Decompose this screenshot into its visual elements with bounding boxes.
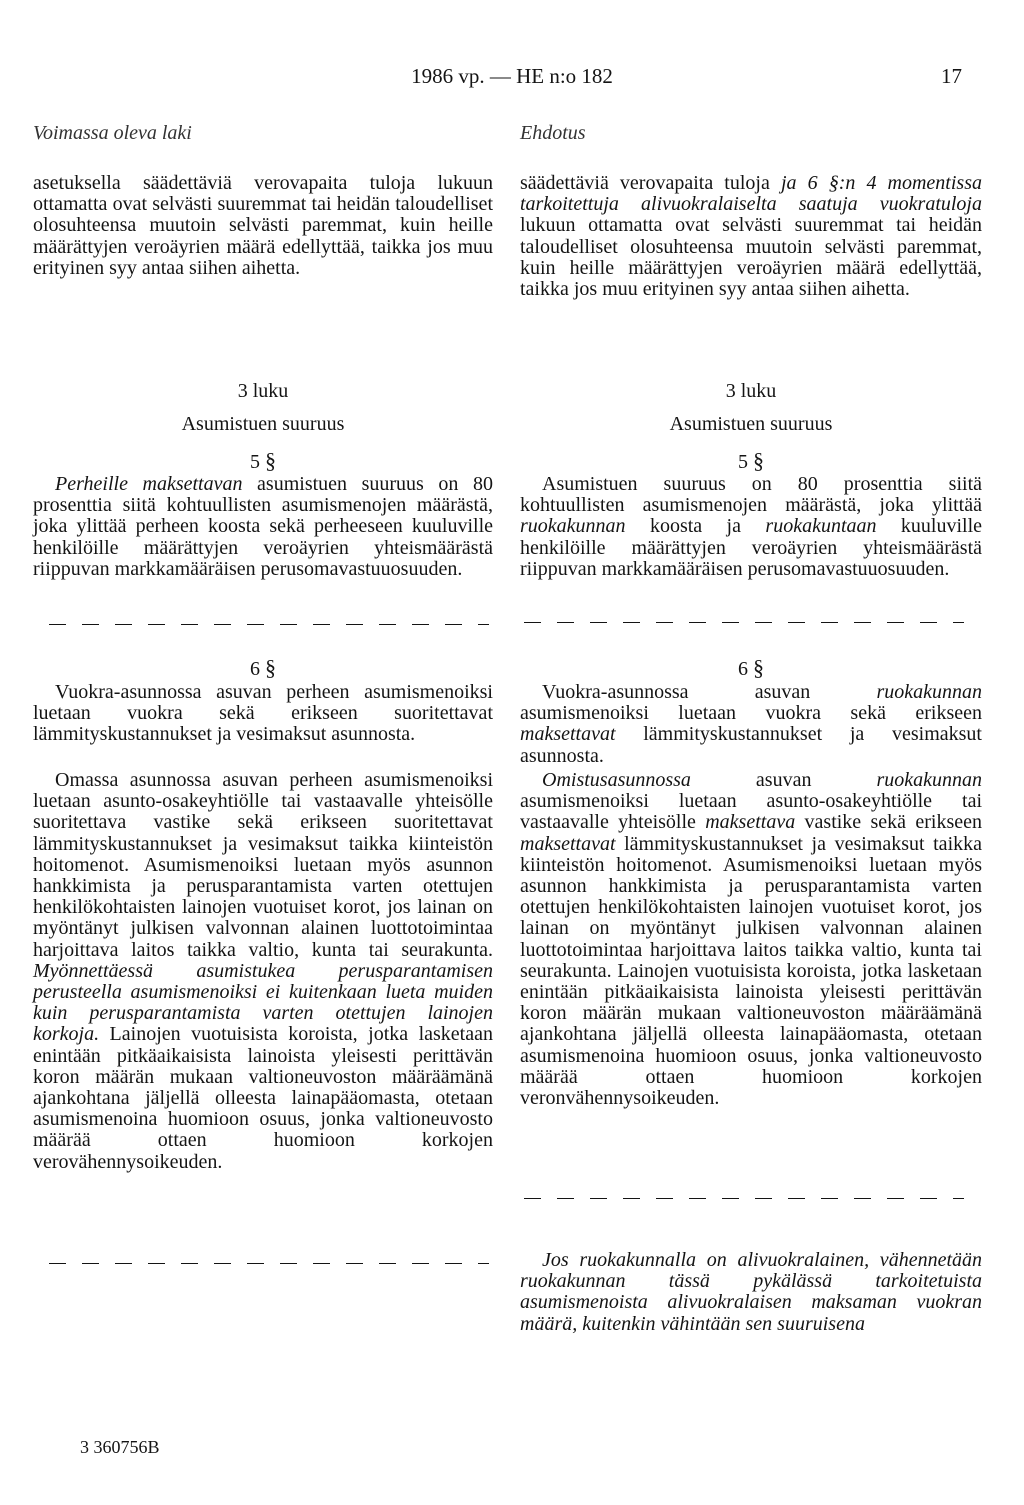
right-section-6-para-2 [520, 770, 982, 1109]
left-section-5-heading [33, 449, 493, 474]
left-section-6-para-1: Vuokra-asunnossa asuvan perheen asumismenoiksi luetaan vuokra sekä erikseen suoritettavat lämmityskustannukset ja vesimaksut asunnosta. [33, 681, 493, 746]
left-s5-italic: Perheille maksettavan [55, 473, 243, 495]
right-s6-p2-i2: ruokakunnan [876, 769, 982, 791]
right-new-paragraph: Jos ruokakunnalla on alivuokralainen, vähennetään ruokakunnan tässä pykälässä tarkoitetuista asumismenoista alivuokralaisen maksaman vuokran määrä, kuitenkin vähintään sen suuruisena [520, 1249, 982, 1335]
left-section-5-text [33, 474, 493, 580]
right-s6-p2-d: lämmityskustannukset ja vesimaksut taikka kiinteistön hoitomenot. Asumismenoiksi luetaan myös asunnon hankkimista ja perusparantamista varten otettujen henkilökohtaisten lainojen vuotuiset korot, jos lainan on myöntänyt julkisen valvonnan alainen luottotoimintaa harjoittava laitos taikka valtio, kunta tai seurakunta. Lainojen vuotuisista koroista, jotka lasketaan enintään pitkäaikaisista lainoista yleisesti perittävän koron määrän mukaan valtioneuvoston määräämänä ajankohtana jäljellä olleesta lainapääomasta, otetaan asumismenoina huomioon osuus, jonka valtioneuvosto määrää ottaen huomioon korkojen veronvähennysoikeuden. [520, 832, 982, 1110]
left-section-6-heading [33, 656, 493, 681]
left-section-6-para-2 [33, 770, 493, 1173]
left-s6-p2-body: Omassa asunnossa asuvan perheen asumismenoiksi luetaan asunto-osakeyhtiölle tai vastaavalle yhteisölle suoritettava vastike sekä erikseen suoritettavat lämmityskustannukset ja vesimaksut taikka kiinteistön hoitomenot. Asumismenoiksi luetaan myös asunnon hankkimista ja perusparantamista varten otettujen henkilökohtaisten lainojen vuotuiset korot, jos lainan on myöntänyt julkisen valvonnan alainen luottotoimintaa harjoittava laitos taikka valtio, kunta tai seurakunta. [33, 769, 493, 961]
right-intro-b: lukuun ottamatta ovat selvästi suuremmat tai heidän taloudelliset olosuhteensa muutoin selvästi paremmat, kuin heille määrättyjen veroäyrien määrä edellyttää, taikka jos muu erityinen syy antaa siihen aihetta. [520, 214, 982, 301]
left-section-6-number: 6 [250, 658, 260, 680]
right-section-5-number: 5 [738, 451, 748, 473]
left-section-5-number: 5 [250, 451, 260, 473]
right-chapter-title: Asumistuen suuruus [669, 413, 833, 435]
right-section-5-heading [520, 449, 982, 474]
left-omission-divider-2 [49, 1263, 489, 1264]
section-sign-icon: § [265, 448, 276, 473]
right-s5-a: Asumistuen suuruus on 80 prosenttia siitä kohtuullisten asumismenojen määrästä, joka ylittää [520, 473, 982, 517]
section-sign-icon: § [265, 655, 276, 680]
right-s6-p2-i1: Omistusasunnossa [542, 769, 691, 791]
right-intro-text [520, 173, 982, 300]
right-intro-a: säädettäviä verovapaita tuloja [520, 172, 781, 194]
right-s5-b: koosta ja [625, 515, 766, 538]
right-column [520, 0, 982, 1505]
right-section-5-text [520, 474, 982, 580]
right-omission-divider-2 [524, 1198, 964, 1199]
document-code: 3 360756B [80, 1437, 160, 1457]
left-s6-p2-italic: Myönnettäessä asumistukea perusparantamisen perusteella asumismenoiksi ei kuitenkaan lueta muiden kuin perusparantamista varten otettujen lainojen korkoja. [33, 959, 493, 1046]
right-s6-p1-i2: maksettavat [520, 723, 616, 746]
right-omission-divider-1 [524, 622, 964, 623]
right-chapter: 3 luku [725, 380, 777, 402]
right-s6-p2-b: asumismenoiksi luetaan asunto-osakeyhtiölle tai vastaavalle yhteisölle [520, 790, 982, 834]
right-s5-i2: ruokakuntaan [765, 515, 877, 538]
right-s6-p1-b: asumismenoiksi luetaan vuokra sekä erikseen [520, 702, 982, 725]
page-header: 1986 vp. — HE n:o 182 [411, 64, 613, 88]
right-section-6-number: 6 [738, 658, 748, 680]
right-s6-p1-c: lämmityskustannukset ja vesimaksut asunnosta. [520, 723, 982, 767]
right-section-6-heading [520, 656, 982, 681]
section-sign-icon: § [753, 655, 764, 680]
left-omission-divider-1 [49, 624, 489, 625]
left-chapter-title: Asumistuen suuruus [181, 413, 345, 435]
right-s6-p1-i1: ruokakunnan [876, 681, 982, 703]
right-s6-p2-a: asuvan [690, 769, 877, 791]
right-s6-p2-c: vastike sekä erikseen [795, 811, 982, 834]
right-s6-p2-i3: maksettava [705, 811, 796, 834]
right-s5-i1: ruokakunnan [520, 515, 626, 538]
left-column [33, 0, 495, 1505]
right-s5-c: kuuluville henkilöille määrättyjen veroäyrien yhteismäärästä riippuvan markkamääräisen perusomavastuuosuuden. [520, 515, 983, 580]
right-intro-italic: ja 6 §:n 4 momentissa tarkoitettuja alivuokralaiselta saatuja vuokratuloja [520, 172, 982, 216]
left-s6-p2-tail: Lainojen vuotuisista koroista, jotka lasketaan enintään pitkäaikaisista lainoista yleisesti perittävän koron määrän mukaan valtioneuvoston määräämänä ajankohtana jäljellä olleesta lainapääomasta, otetaan asumismenoina huomioon osuus, jonka valtioneuvosto määrää ottaen huomioon korkojen verovähennysoikeuden. [33, 1023, 493, 1173]
right-s6-p1-a: Vuokra-asunnossa asuvan [542, 681, 877, 703]
right-column-heading: Ehdotus [520, 122, 586, 144]
section-sign-icon: § [753, 448, 764, 473]
left-s5-body: asumistuen suuruus on 80 prosenttia siitä kohtuullisten asumismenojen määrästä, joka ylittää perheen koosta sekä perheeseen kuuluville henkilöille määrättyjen veroäyrien yhteismäärästä riippuvan markkamääräisen perusomavastuuosuuden. [33, 473, 493, 580]
left-column-heading: Voimassa oleva laki [33, 122, 192, 144]
left-intro-text: asetuksella säädettäviä verovapaita tuloja lukuun ottamatta ovat selvästi suuremmat tai heidän taloudelliset olosuhteensa muutoin selvästi paremmat, kuin heille määrättyjen veroäyrien määrä edellyttää, taikka jos muu erityinen syy antaa siihen aihetta. [33, 172, 493, 279]
right-section-6-para-1 [520, 682, 982, 767]
left-chapter: 3 luku [237, 380, 289, 402]
page-number: 17 [941, 64, 962, 88]
right-s6-p2-i4: maksettavat [520, 832, 616, 855]
